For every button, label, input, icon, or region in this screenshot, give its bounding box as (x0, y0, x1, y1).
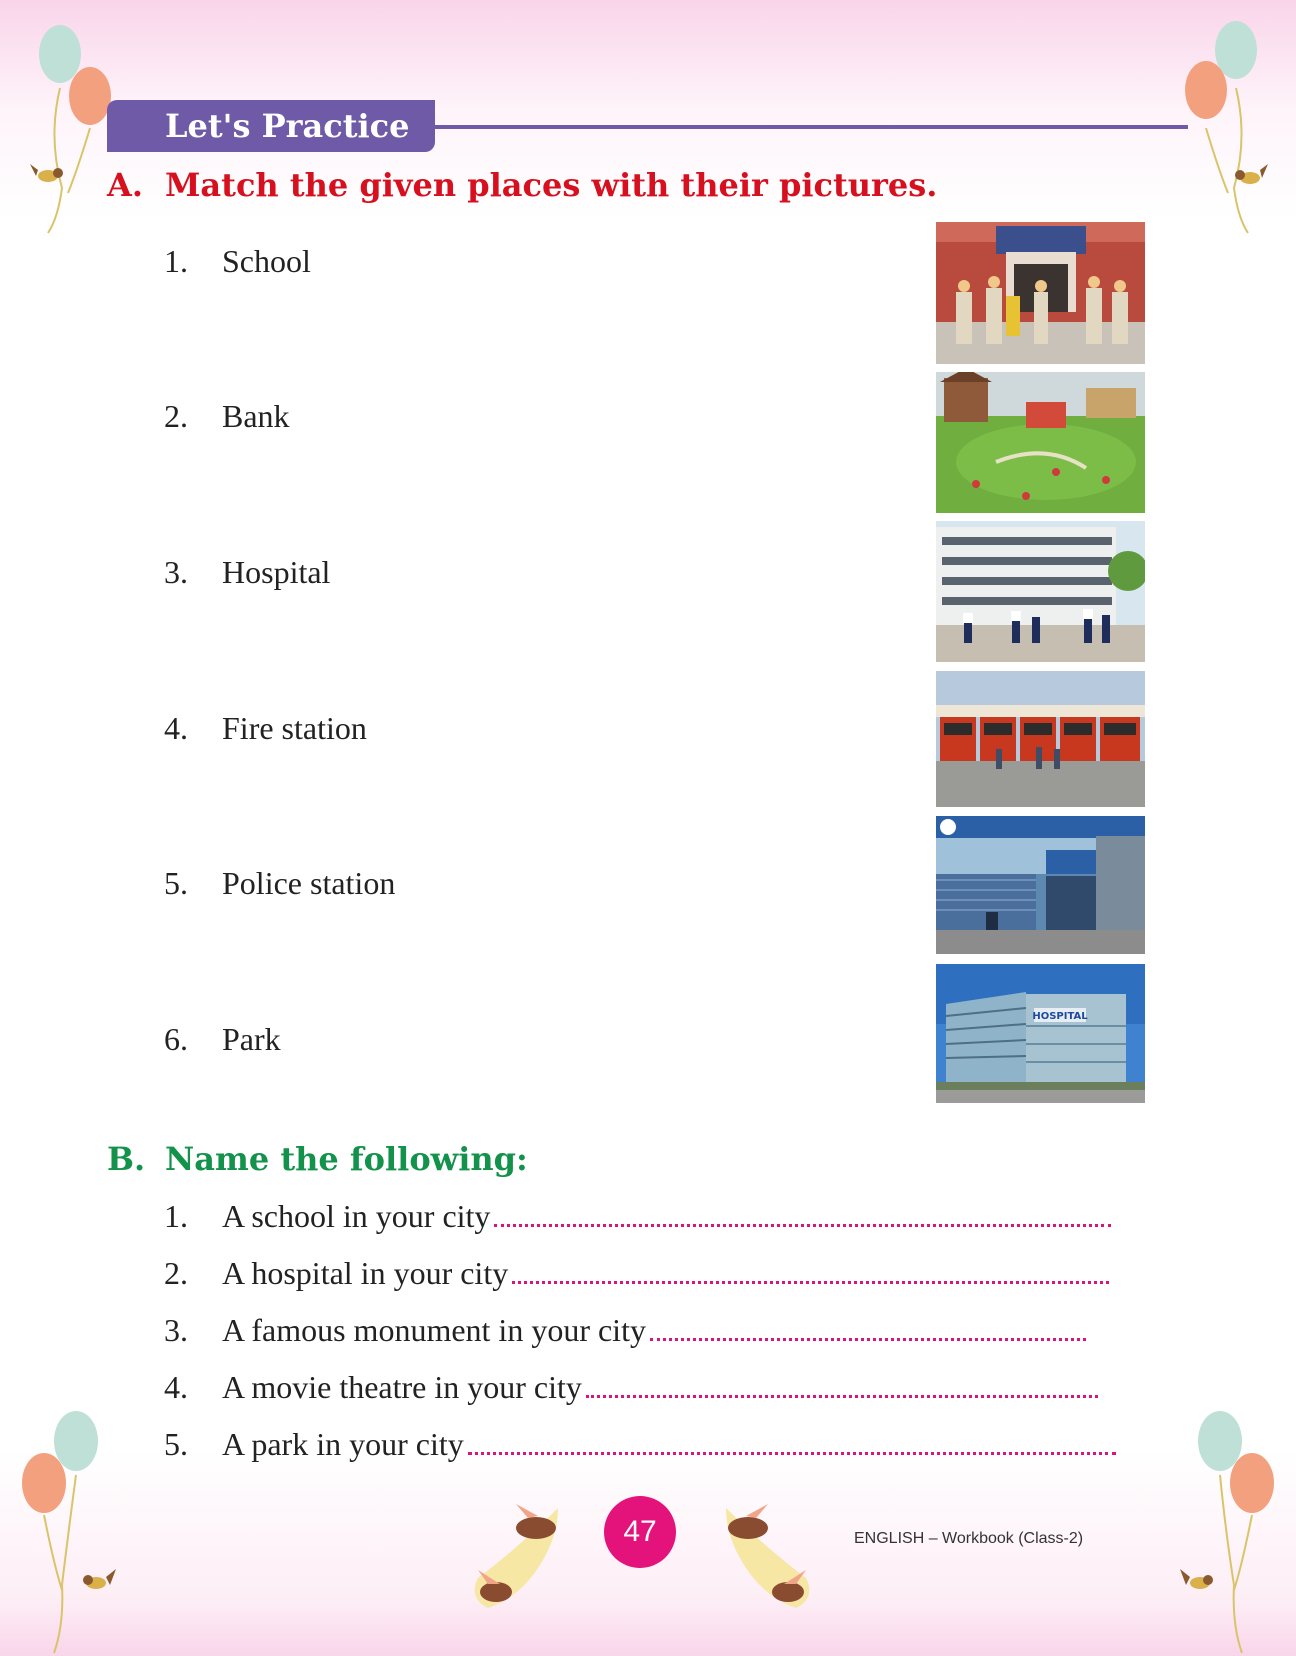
balloons-bottom-left-icon (18, 1405, 128, 1655)
item-label: School (222, 243, 311, 279)
school-photo (936, 521, 1145, 662)
answer-line[interactable] (650, 1337, 1086, 1341)
section-a-heading (107, 166, 937, 204)
item-number: 2. (164, 398, 188, 434)
birds-left-icon (458, 1488, 588, 1618)
fill-item (164, 1312, 1086, 1349)
item-label: A famous monument in your city (222, 1312, 646, 1348)
fire-station-photo (936, 671, 1145, 807)
match-item (164, 710, 367, 747)
answer-line[interactable] (468, 1451, 1116, 1455)
item-label: A school in your city (222, 1198, 491, 1234)
item-number: 3. (164, 1312, 188, 1348)
tab-label: Let's Practice (165, 107, 410, 145)
item-label: Hospital (222, 554, 331, 590)
balloons-bottom-right-icon (1168, 1405, 1278, 1655)
answer-line[interactable] (512, 1280, 1109, 1284)
match-item (164, 1021, 281, 1058)
item-label: A movie theatre in your city (222, 1369, 582, 1405)
match-item (164, 554, 330, 591)
match-item (164, 398, 290, 435)
item-label: A park in your city (222, 1426, 464, 1462)
park-photo (936, 372, 1145, 513)
item-number: 1. (164, 243, 188, 279)
fill-item (164, 1255, 1109, 1292)
birds-right-icon (696, 1488, 826, 1618)
section-b-letter: B. (107, 1140, 146, 1178)
item-number: 3. (164, 554, 188, 590)
page-number-badge (604, 1496, 676, 1568)
item-label: A hospital in your city (222, 1255, 509, 1291)
item-label: Bank (222, 398, 290, 434)
item-number: 4. (164, 710, 188, 746)
item-number: 1. (164, 1198, 188, 1234)
page-number: 47 (623, 1515, 657, 1548)
match-item (164, 243, 311, 280)
fill-item (164, 1198, 1111, 1235)
item-label: Fire station (222, 710, 367, 746)
item-label: Park (222, 1021, 281, 1057)
fill-item (164, 1426, 1116, 1463)
lets-practice-tab (107, 100, 435, 152)
section-a-title: Match the given places with their pictures. (165, 166, 938, 204)
item-label: Police station (222, 865, 396, 901)
item-number: 2. (164, 1255, 188, 1291)
hospital-sign: HOSPITAL (1032, 1011, 1088, 1022)
header-divider (435, 125, 1188, 129)
answer-line[interactable] (494, 1223, 1111, 1227)
item-number: 6. (164, 1021, 188, 1057)
section-b-heading (107, 1140, 528, 1178)
section-a-letter: A. (107, 166, 143, 204)
item-number: 5. (164, 865, 188, 901)
bank-photo (936, 816, 1145, 954)
match-item (164, 865, 395, 902)
fill-item (164, 1369, 1098, 1406)
answer-line[interactable] (586, 1394, 1098, 1398)
item-number: 4. (164, 1369, 188, 1405)
police-station-photo (936, 222, 1145, 364)
hospital-photo (936, 964, 1145, 1103)
book-title: ENGLISH – Workbook (Class-2) (854, 1530, 1084, 1547)
item-number: 5. (164, 1426, 188, 1462)
section-b-title: Name the following: (165, 1140, 528, 1178)
